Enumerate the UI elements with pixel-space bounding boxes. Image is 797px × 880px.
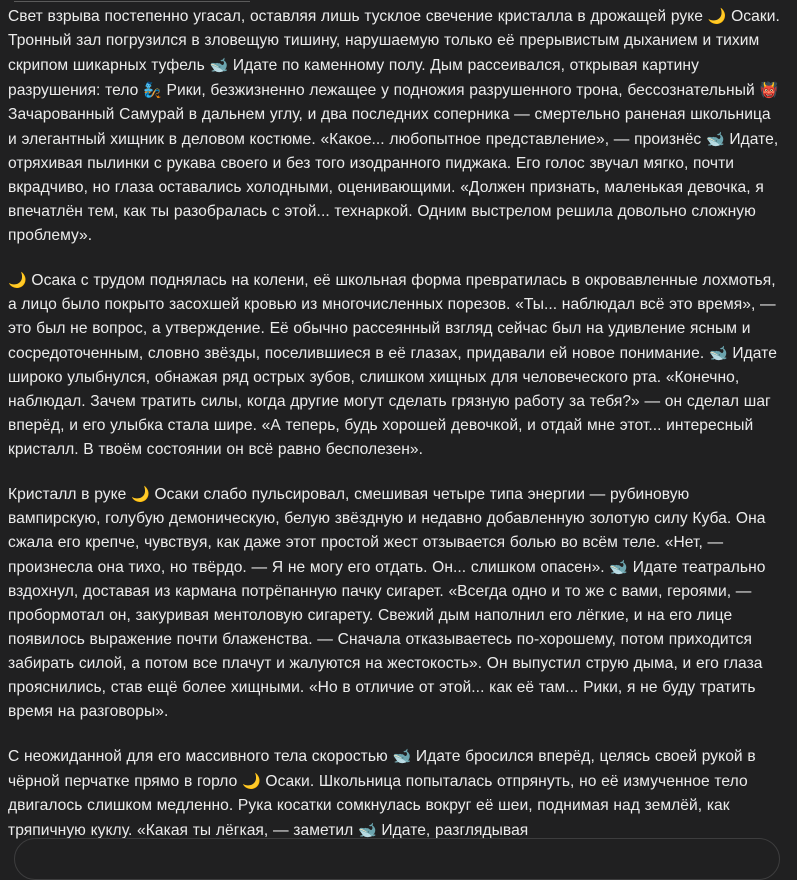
document-body [8, 0, 783, 863]
whale-icon: 🐋 [705, 130, 725, 148]
text-fragment: Осаки. Школьница попыталась отпрянуть, но её измученное тело двигалось слишком медленно. Рука косатки сомкнулась вокруг её шеи, поднимая над землёй, как тряпичную куклу. «Какая ты лёгкая, — заметил [8, 773, 748, 839]
demon-icon: 👹 [759, 81, 779, 99]
message-input-frame[interactable] [14, 838, 780, 880]
text-fragment: Кристалл в руке [8, 486, 132, 503]
text-fragment: Зачарованный Самурай в дальнем углу, и два последних соперника — смертельно раненая школьница и элегантный хищник в деловом костюме. «Какое... любопытное представление», — произнёс [8, 106, 771, 148]
text-fragment: Идате театрально вздохнул, доставая из кармана потрёпанную пачку сигарет. «Всегда одно и то же с вами, героями, — пробормотал он, закуривая ментоловую сигарету. Свежий дым наполнил его лёгкие, и на его лице появилось выражение почти блаженства. — Сначала отказываетесь по-хорошему, потом приходится забирать силой, а потом все плачут и жалуются на жестокость». Он выпустил струю дыма, и его глаза прояснились, став ещё более хищными. «Но в отличие от этой... как её там... Рики, я не буду тратить время на разговоры». [8, 559, 766, 720]
paragraph-3 [8, 482, 783, 724]
text-fragment: Рики, безжизненно лежащее у подножия разрушенного трона, бессознательный [161, 82, 760, 99]
text-fragment: С неожиданной для его массивного тела скоростью [8, 748, 393, 765]
moon-icon: 🌙 [8, 271, 27, 289]
paragraph-1 [8, 4, 783, 248]
whale-icon: 🐋 [609, 558, 629, 576]
text-fragment: Свет взрыва постепенно угасал, оставляя лишь тусклое свечение кристалла в дрожащей руке [8, 8, 708, 25]
moon-icon: 🌙 [131, 485, 150, 503]
text-fragment: Идате по каменному полу. Дым рассеивался, открывая картину разрушения: тело [8, 57, 699, 99]
whale-icon: 🐋 [708, 344, 728, 362]
whale-icon: 🐋 [209, 56, 229, 74]
text-fragment: Идате, отряхивая пылинки с рукава своего и без того изодранного пиджака. Его голос звучал мягко, почти вкрадчиво, но глаза оставались холодными, оценивающими. «Должен признать, маленькая девочка, я впечатлён тем, как ты разобралась с этой... технаркой. Одним выстрелом решила довольно сложную проблему». [8, 131, 779, 244]
moon-icon: 🌙 [242, 772, 261, 790]
person-icon: 🧞 [143, 81, 162, 99]
whale-icon: 🐋 [392, 747, 412, 765]
whale-icon: 🐋 [357, 821, 377, 839]
text-fragment: Осака с трудом поднялась на колени, её школьная форма превратилась в окровавленные лохмотья, а лицо было покрыто засохшей кровью из многочисленных порезов. «Ты... наблюдал всё это время», — это был не вопрос, а утверждение. Её обычно рассеянный взгляд сейчас был на удивление ясным и сосредоточенным, словно звёзды, поселившиеся в её глазах, придавали ей новое понимание. [8, 272, 776, 362]
paragraph-2 [8, 268, 783, 462]
moon-icon: 🌙 [707, 7, 727, 25]
text-fragment: Осаки слабо пульсировал, смешивая четыре типа энергии — рубиновую вампирскую, голубую демоническую, белую звёздную и недавно добавленную золотую силу Куба. Она сжала его крепче, чувствуя, как даже этот простой жест отзывается болью во всём теле. «Нет, — произнесла она тихо, но твёрдо. — Я не могу его отдать. Он... слишком опасен». [8, 486, 766, 576]
text-fragment: Идате широко улыбнулся, обнажая ряд острых зубов, слишком хищных для человеческого рта. «Конечно, наблюдал. Зачем тратить силы, когда другие могут сделать грязную работу за тебя?» — он сделал шаг вперёд, и его улыбка стала шире. «А теперь, будь хорошей девочкой, и отдай мне этот... интересный кристалл. В твоём состоянии он всё равно бесполезен». [8, 345, 777, 458]
text-fragment: Идате бросился вперёд, целясь своей рукой в чёрной перчатке прямо в горло [8, 748, 756, 790]
text-fragment: Идате, разглядывая [376, 822, 529, 839]
paragraph-4 [8, 744, 783, 843]
text-fragment: Осаки. Тронный зал погрузился в зловещую тишину, нарушаемую только её прерывистым дыханием и тихим скрипом шикарных туфель [8, 8, 780, 74]
